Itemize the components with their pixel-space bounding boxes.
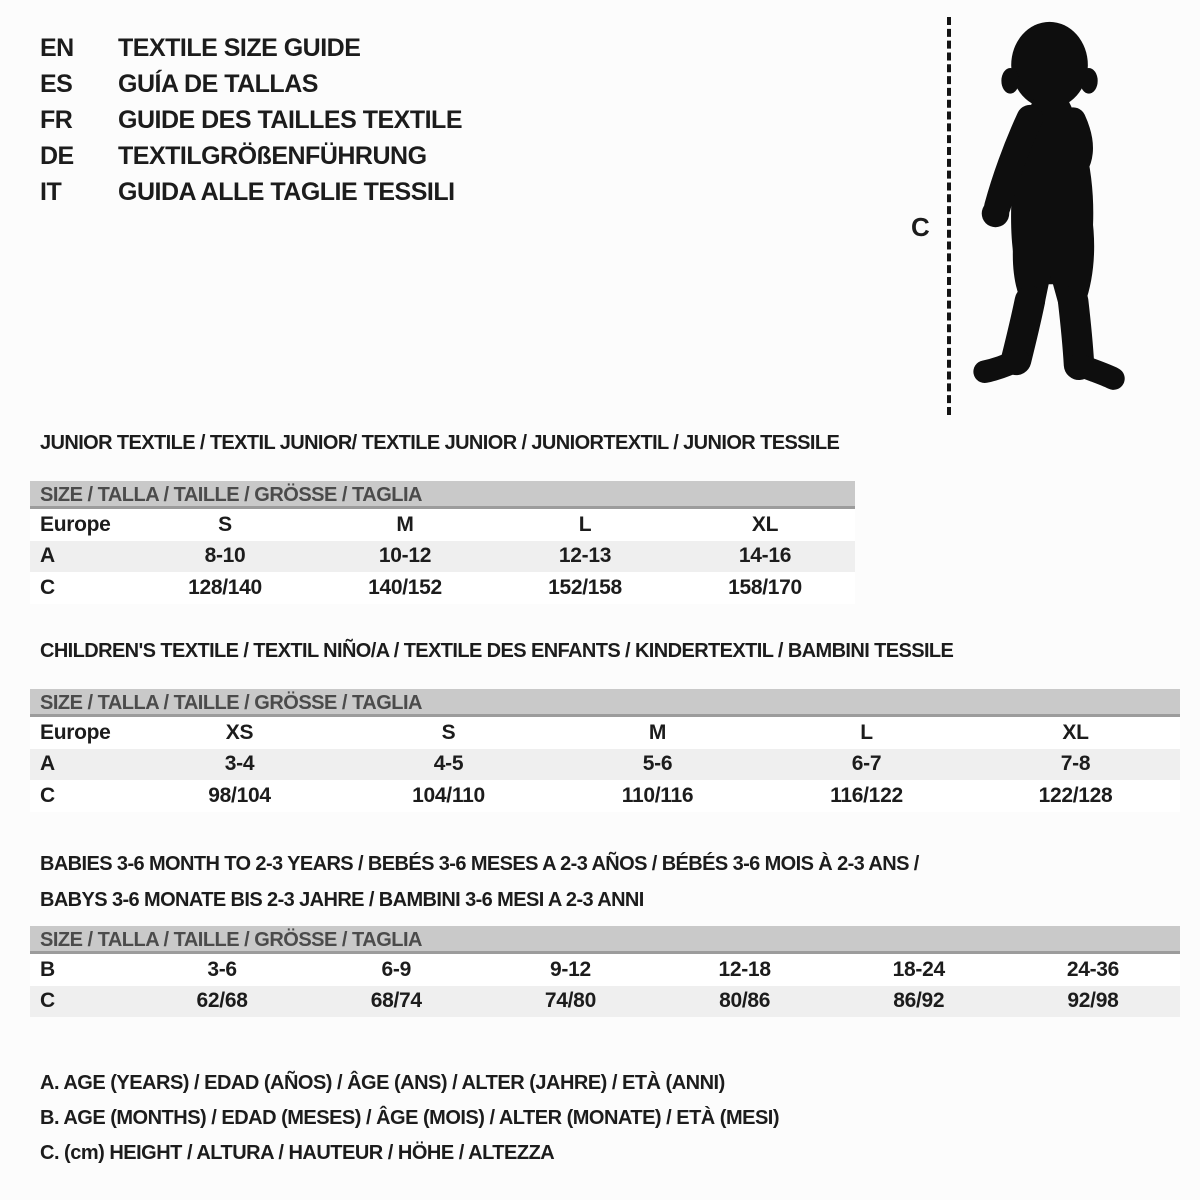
- babies-section-title: [40, 846, 919, 918]
- age-cell: 5-6: [642, 752, 673, 776]
- language-code: DE: [40, 141, 74, 170]
- footnote-c: C. (cm) HEIGHT / ALTURA / HAUTEUR / HÖHE / ALTEZZA: [40, 1142, 555, 1164]
- height-cell: 152/158: [548, 575, 622, 599]
- toddler-silhouette-icon: [963, 14, 1140, 410]
- junior-size-table: [30, 481, 855, 604]
- row-label: A: [40, 752, 55, 776]
- size-cell: L: [578, 512, 592, 536]
- language-title-list: [40, 30, 462, 210]
- age-cell: 14-16: [738, 544, 792, 568]
- height-cell: 128/140: [188, 575, 262, 599]
- height-cell: 68/74: [370, 989, 422, 1013]
- age-cell: 9-12: [550, 957, 591, 981]
- table-row: [30, 749, 1180, 781]
- height-cell: 116/122: [830, 783, 903, 807]
- age-cell: 12-18: [718, 957, 771, 981]
- table-row: [30, 541, 855, 573]
- junior-size-table-header: SIZE / TALLA / TAILLE / GRÖSSE / TAGLIA: [30, 481, 855, 509]
- language-row: [40, 30, 462, 66]
- language-title: TEXTILGRÖßENFÜHRUNG: [118, 141, 427, 170]
- row-label: B: [40, 957, 55, 981]
- age-cell: 24-36: [1066, 957, 1120, 981]
- size-cell: XL: [1062, 720, 1089, 744]
- age-cell: 12-13: [558, 544, 612, 568]
- size-cell: L: [860, 720, 873, 744]
- row-label: Europe: [40, 720, 111, 744]
- footnote-a: A. AGE (YEARS) / EDAD (AÑOS) / ÂGE (ANS) / ALTER (JAHRE) / ETÀ (ANNI): [40, 1072, 725, 1094]
- footnote-b: B. AGE (MONTHS) / EDAD (MESES) / ÂGE (MOIS) / ALTER (MONATE) / ETÀ (MESI): [40, 1107, 780, 1129]
- children-section-title: CHILDREN'S TEXTILE / TEXTIL NIÑO/A / TEXTILE DES ENFANTS / KINDERTEXTIL / BAMBINI TESSILE: [40, 640, 954, 662]
- row-label: C: [40, 783, 55, 807]
- height-cell: 98/104: [208, 783, 271, 807]
- age-cell: 18-24: [892, 957, 945, 981]
- table-row: [30, 509, 855, 541]
- size-cell: XL: [751, 512, 779, 536]
- height-cell: 122/128: [1038, 783, 1113, 807]
- row-label: C: [40, 575, 55, 599]
- babies-size-table-header: SIZE / TALLA / TAILLE / GRÖSSE / TAGLIA: [30, 926, 1180, 954]
- age-cell: 3-6: [207, 957, 237, 981]
- language-row: [40, 102, 462, 138]
- language-code: IT: [40, 177, 62, 206]
- table-row: [30, 780, 1180, 812]
- height-cell: 140/152: [368, 575, 442, 599]
- language-code: EN: [40, 33, 74, 62]
- size-cell: S: [218, 512, 232, 536]
- footnotes: [40, 1066, 779, 1171]
- age-cell: 6-9: [381, 957, 411, 981]
- height-cell: 62/68: [196, 989, 248, 1013]
- babies-size-table: [30, 926, 1180, 1017]
- junior-section-title: JUNIOR TEXTILE / TEXTIL JUNIOR/ TEXTILE JUNIOR / JUNIORTEXTIL / JUNIOR TESSILE: [40, 432, 840, 454]
- language-row: [40, 138, 462, 174]
- height-cell: 80/86: [719, 989, 771, 1013]
- language-code: FR: [40, 105, 73, 134]
- babies-section-title-line2: BABYS 3-6 MONATE BIS 2-3 JAHRE / BAMBINI 3-6 MESI A 2-3 ANNI: [40, 889, 644, 911]
- height-cell: 86/92: [893, 989, 945, 1013]
- age-cell: 7-8: [1060, 752, 1091, 776]
- height-cell: 158/170: [728, 575, 802, 599]
- children-size-table: [30, 689, 1180, 812]
- height-measure-label: C: [911, 212, 930, 242]
- size-cell: M: [648, 720, 667, 744]
- row-label: A: [40, 544, 55, 568]
- language-title: GUIDA ALLE TAGLIE TESSILI: [118, 177, 455, 206]
- size-cell: XS: [225, 720, 254, 744]
- row-label: Europe: [40, 512, 111, 536]
- age-cell: 10-12: [378, 544, 432, 568]
- size-cell: M: [396, 512, 414, 536]
- language-row: [40, 66, 462, 102]
- height-cell: 104/110: [412, 783, 485, 807]
- table-row: [30, 717, 1180, 749]
- language-code: ES: [40, 69, 73, 98]
- language-title: GUIDE DES TAILLES TEXTILE: [118, 105, 463, 134]
- age-cell: 6-7: [851, 752, 882, 776]
- height-cell: 110/116: [621, 783, 694, 807]
- size-cell: S: [441, 720, 456, 744]
- language-row: [40, 174, 462, 210]
- height-cell: 92/98: [1067, 989, 1119, 1013]
- language-title: TEXTILE SIZE GUIDE: [118, 33, 361, 62]
- babies-section-title-line1: BABIES 3-6 MONTH TO 2-3 YEARS / BEBÉS 3-6 MESES A 2-3 AÑOS / BÉBÉS 3-6 MOIS À 2-3 ANS /: [40, 853, 919, 875]
- age-cell: 4-5: [433, 752, 464, 776]
- table-row: [30, 986, 1180, 1018]
- age-cell: 8-10: [204, 544, 246, 568]
- children-size-table-header: SIZE / TALLA / TAILLE / GRÖSSE / TAGLIA: [30, 689, 1180, 717]
- age-cell: 3-4: [224, 752, 255, 776]
- height-dashed-line: [947, 17, 951, 415]
- language-title: GUÍA DE TALLAS: [118, 69, 318, 98]
- row-label: C: [40, 989, 55, 1013]
- table-row: [30, 572, 855, 604]
- table-row: [30, 954, 1180, 986]
- height-cell: 74/80: [544, 989, 596, 1013]
